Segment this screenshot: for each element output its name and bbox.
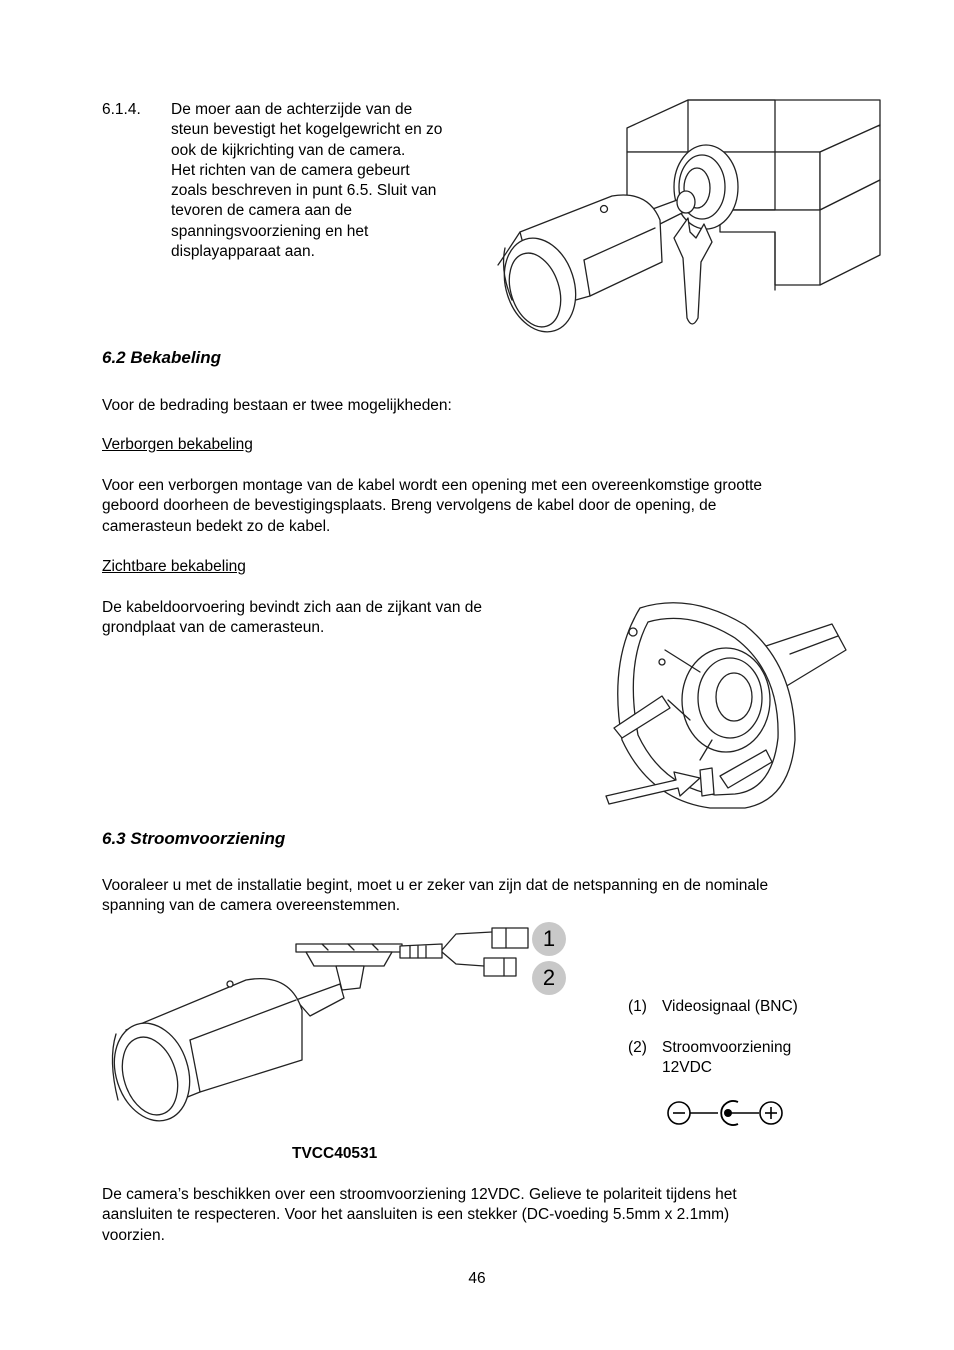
text-line: voorzien. [102, 1226, 165, 1244]
subheading-hidden-cabling: Verborgen bekabeling [102, 436, 253, 453]
text-line: spanning van de camera overeenstemmen. [102, 897, 401, 915]
text-line: ook de kijkrichting van de camera. [171, 141, 406, 159]
legend-number: (1) [628, 998, 647, 1015]
text-line: aansluiten te respecteren. Voor het aansluiten is een stekker (DC-voeding 5.5mm x 2.1mm) [102, 1206, 730, 1224]
legend-number: (2) [628, 1039, 647, 1056]
paragraph-power-intro [102, 876, 892, 917]
text-line: spanningsvoorziening en het [171, 222, 369, 240]
text-line: Voor een verborgen montage van de kabel wordt een opening met een overeenkomstige grootte [102, 477, 763, 494]
text-line: Het richten van de camera gebeurt [171, 161, 410, 179]
section-heading-6-2: 6.2 Bekabeling [102, 348, 222, 367]
text-line: Stroomvoorziening [662, 1039, 792, 1056]
text-line: 12VDC [662, 1059, 712, 1077]
badge-2: 2 [532, 961, 566, 995]
text-line: steun bevestigt het kogelgewricht en zo [171, 121, 443, 139]
badge-1: 1 [532, 922, 566, 956]
subheading-visible-cabling: Zichtbare bekabeling [102, 558, 246, 575]
paragraph-intro: Voor de bedrading bestaan er twee mogelijkheden: [102, 397, 452, 414]
paragraph-visible-cabling [102, 598, 572, 639]
legend-label [662, 1038, 862, 1079]
section-number-6-1-4: 6.1.4. [102, 101, 141, 118]
page-number: 46 [468, 1270, 486, 1287]
paragraph-hidden-cabling [102, 476, 882, 537]
text-line: tevoren de camera aan de [171, 202, 352, 220]
text-line: zoals beschreven in punt 6.5. Sluit van [171, 182, 437, 200]
model-caption: TVCC40531 [292, 1145, 378, 1162]
text-line: grondplaat van de camerasteun. [102, 619, 325, 637]
text-line: geboord doorheen de bevestigingsplaats. Breng vervolgens de kabel door de opening, de [102, 497, 717, 515]
legend-label: Videosignaal (BNC) [662, 998, 798, 1015]
text-line: Vooraleer u met de installatie begint, moet u er zeker van zijn dat de netspanning en de nominale [102, 877, 769, 894]
section-heading-6-3: 6.3 Stroomvoorziening [102, 829, 286, 848]
paragraph-6-1-4 [171, 100, 501, 262]
text-line: De moer aan de achterzijde van de [171, 101, 413, 118]
paragraph-power-outro [102, 1185, 892, 1246]
text-line: De camera’s beschikken over een stroomvoorziening 12VDC. Gelieve te polariteit tijdens het [102, 1186, 737, 1203]
text-line: displayapparaat aan. [171, 243, 315, 261]
text-line: De kabeldoorvoering bevindt zich aan de zijkant van de [102, 599, 482, 616]
text-line: camerasteun bedekt zo de kabel. [102, 517, 331, 535]
